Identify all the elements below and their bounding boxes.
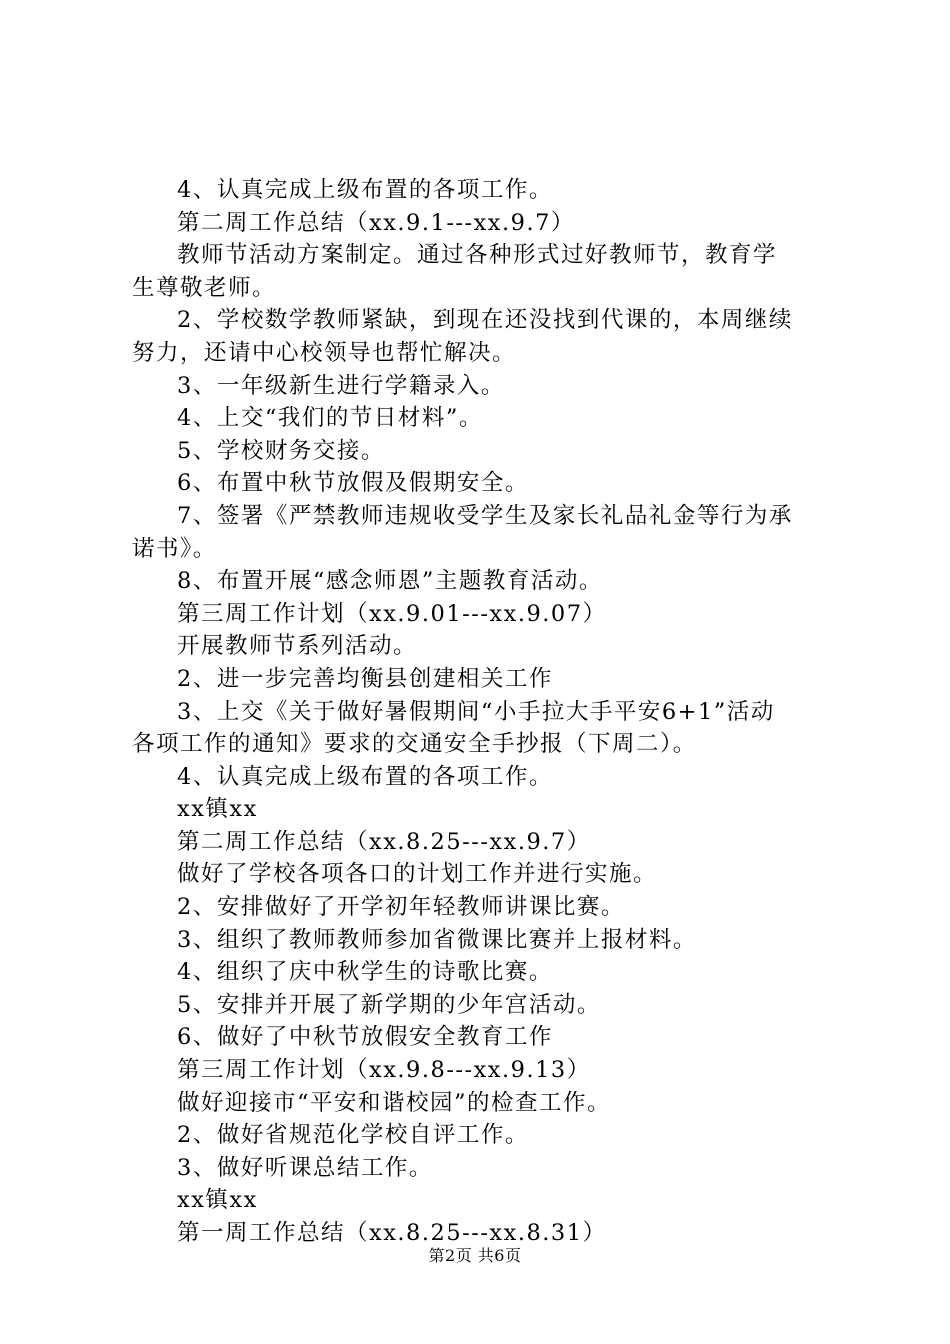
text-line: 5、安排并开展了新学期的少年宫活动。 (177, 991, 601, 1018)
text-line: 2、进一步完善均衡县创建相关工作 (177, 665, 553, 692)
text-line: 做好了学校各项各口的计划工作并进行实施。 (177, 861, 658, 888)
text-line: 5、学校财务交接。 (177, 437, 385, 464)
text-line: 第三周工作计划（xx.9.8---xx.9.13） (177, 1057, 591, 1084)
text-line: 7、签署《严禁教师违规收受学生及家长礼品礼金等行为承 (177, 502, 793, 529)
text-line: 第三周工作计划（xx.9.01---xx.9.07） (177, 600, 607, 627)
text-line: 3、组织了教师教师参加省微课比赛并上报材料。 (177, 926, 697, 953)
text-line: 6、做好了中秋节放假安全教育工作 (177, 1024, 553, 1051)
text-line: 4、认真完成上级布置的各项工作。 (177, 177, 553, 203)
text-line: 开展教师节系列活动。 (177, 633, 418, 660)
text-line: 第一周工作总结（xx.8.25---xx.8.31） (177, 1220, 607, 1246)
text-line: 2、做好省规范化学校自评工作。 (177, 1122, 529, 1149)
text-line: 3、做好听课总结工作。 (177, 1154, 433, 1181)
page-footer: 第2页 共6页 (428, 1246, 522, 1265)
document-body (132, 174, 832, 1250)
text-line: 6、布置中秋节放假及假期安全。 (177, 470, 529, 497)
text-line: 第二周工作总结（xx.9.1---xx.9.7） (177, 209, 575, 236)
text-line: 各项工作的通知》要求的交通安全手抄报（下周二）。 (132, 731, 697, 758)
text-line: 生尊敬老师。 (132, 274, 277, 301)
text-line: 教师节活动方案制定。通过各种形式过好教师节，教育学 (177, 242, 778, 269)
text-line: 4、上交“我们的节日材料”。 (177, 405, 483, 432)
text-line: 8、布置开展“感念师恩”主题教育活动。 (177, 568, 603, 595)
text-line: 3、一年级新生进行学籍录入。 (177, 372, 505, 399)
text-line: 3、上交《关于做好暑假期间“小手拉大手平安6+1”活动 (177, 698, 775, 725)
text-line: 做好迎接市“平安和谐校园”的检查工作。 (177, 1089, 612, 1116)
text-line: xx镇xx (177, 796, 258, 823)
text-line: 努力，还请中心校领导也帮忙解决。 (132, 339, 517, 366)
text-line: 第二周工作总结（xx.8.25---xx.9.7） (177, 828, 591, 855)
text-line: 4、组织了庆中秋学生的诗歌比赛。 (177, 959, 553, 986)
text-line: xx镇xx (177, 1187, 258, 1214)
text-line: 2、安排做好了开学初年轻教师讲课比赛。 (177, 894, 625, 921)
text-line: 4、认真完成上级布置的各项工作。 (177, 763, 553, 790)
text-line: 诺书》。 (132, 535, 217, 562)
text-line: 2、学校数学教师紧缺，到现在还没找到代课的，本周继续 (177, 307, 793, 334)
